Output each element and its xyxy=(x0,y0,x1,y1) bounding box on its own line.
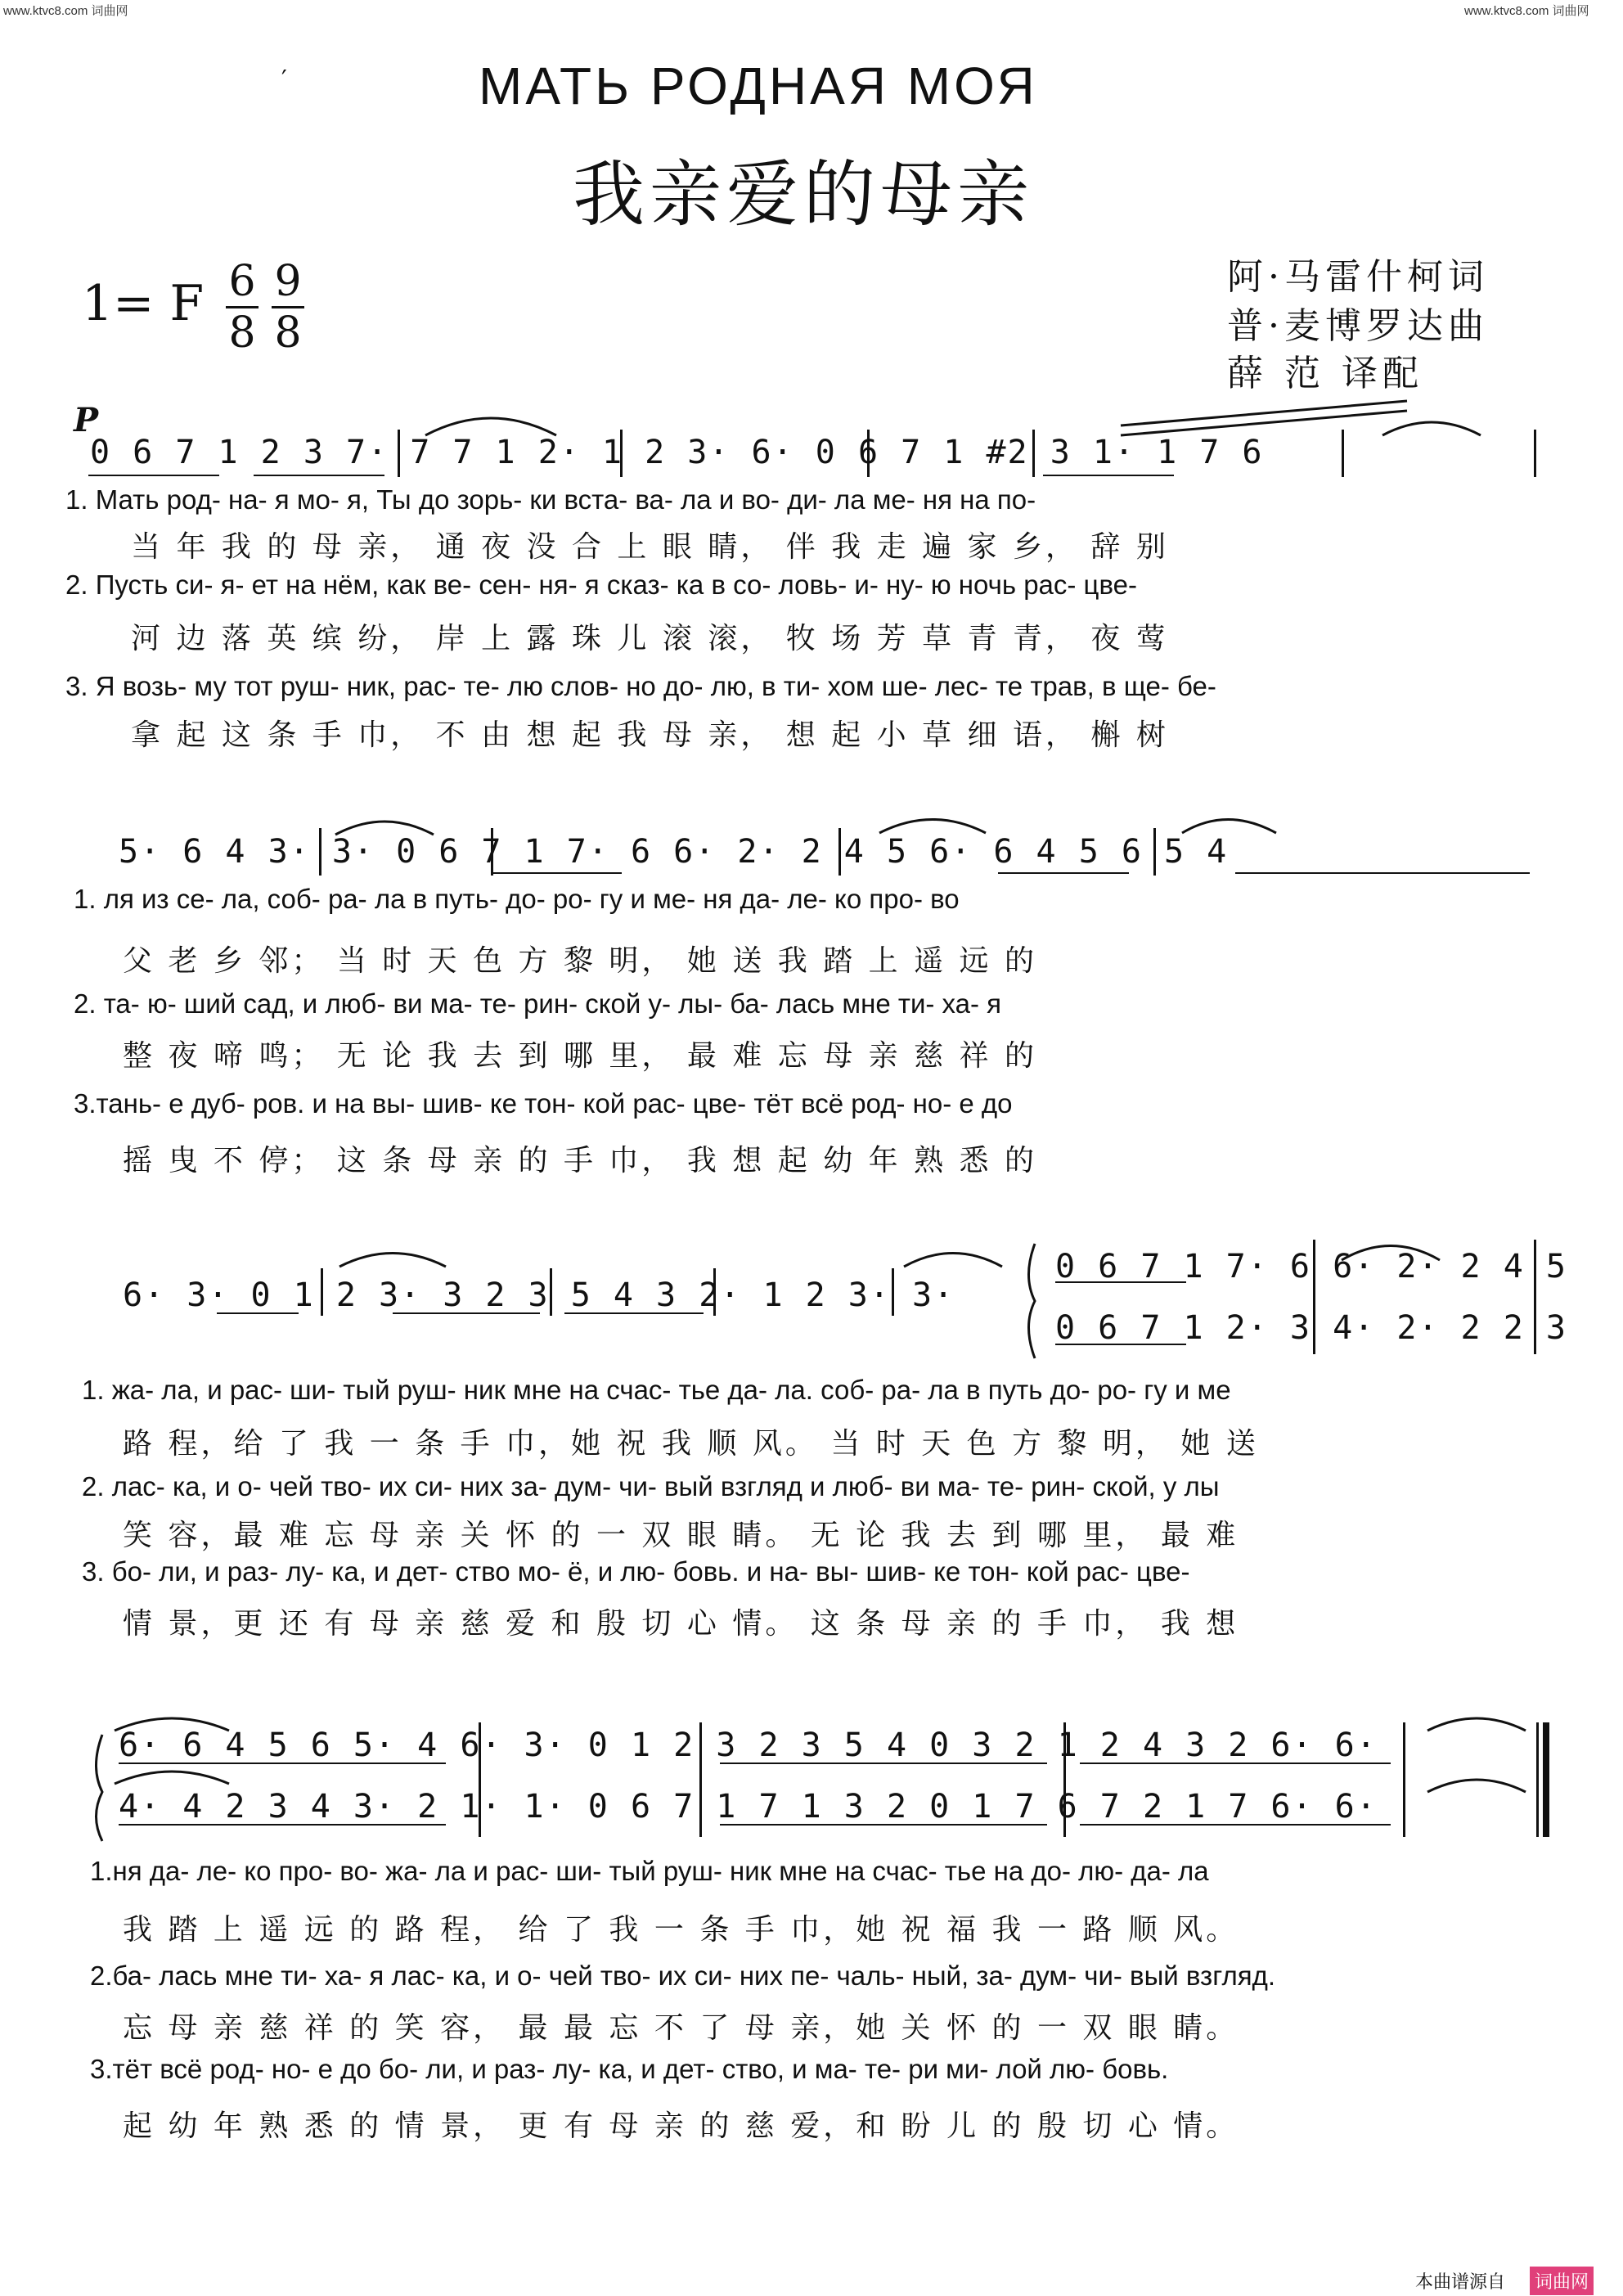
beam xyxy=(119,1824,446,1826)
s2-lyric-ru-1: 1. ля из се- ла, соб- ра- ла в путь- до- ро- гу и ме- ня да- ле- ко про- во xyxy=(74,884,960,914)
credit-translator: 薛 范 译配 xyxy=(1227,353,1423,394)
footer-source: 本曲谱源自 xyxy=(1415,2272,1506,2293)
barline-final-thick xyxy=(1543,1722,1549,1837)
s4-lyric-ru-1: 1.ня да- ле- ко про- во- жа- ла и рас- ши- тый руш- ник мне на счас- тье на до- лю- да- ла xyxy=(90,1856,1209,1886)
beam xyxy=(1235,872,1530,874)
beam xyxy=(88,475,219,476)
footer-site-link[interactable]: 词曲网 xyxy=(1530,2267,1594,2295)
beam xyxy=(564,1312,704,1314)
s1-lyric-zh-1: 当 年 我 的 母 亲， 通 夜 没 合 上 眼 睛， 伴 我 走 遍 家 乡， 辞 别 xyxy=(131,530,1169,564)
s3-lyric-zh-2: 笑 容，最 难 忘 母 亲 关 怀 的 一 双 眼 睛。 无 论 我 去 到 哪 里， 最 难 xyxy=(123,1519,1239,1552)
beam xyxy=(720,1763,1047,1764)
watermark-left[interactable]: www.ktvc8.com 词曲网 xyxy=(3,4,128,18)
stray-mark: ′ xyxy=(281,65,287,94)
barline xyxy=(319,828,321,876)
barline xyxy=(321,1268,323,1316)
key-signature: 1= F xyxy=(82,275,205,332)
barline xyxy=(1313,1240,1315,1354)
s4-lyric-zh-3: 起 幼 年 熟 悉 的 情 景， 更 有 母 亲 的 慈 爱，和 盼 儿 的 殷 切 心 情。 xyxy=(123,2109,1239,2143)
beam xyxy=(1055,1344,1186,1345)
barline xyxy=(620,430,623,477)
barline xyxy=(838,828,841,876)
barline xyxy=(398,430,400,477)
s1-lyric-ru-1: 1. Мать род- на- я мо- я, Ты до зорь- ки вста- ва- ла и во- ди- ла ме- ня на по- xyxy=(65,484,1036,515)
s4-lyric-ru-3: 3.тёт всё род- но- е до бо- ли, и раз- лу- ка, и дет- ство, и ма- те- ри ми- лой лю- бовь. xyxy=(90,2054,1169,2084)
beam xyxy=(119,1763,446,1764)
barline xyxy=(1342,430,1344,477)
s3-lyric-zh-3: 情 景，更 还 有 母 亲 慈 爱 和 殷 切 心 情。 这 条 母 亲 的 手 巾， 我 想 xyxy=(123,1607,1239,1641)
beam xyxy=(491,872,622,874)
credit-lyricist: 阿·马雷什柯词 xyxy=(1227,256,1489,298)
beam xyxy=(1043,475,1174,476)
beam xyxy=(998,872,1129,874)
s2-lyric-ru-3: 3.тань- е дуб- ров. и на вы- шив- ке тон- кой рас- цве- тёт всё род- но- е до xyxy=(74,1088,1013,1119)
barline xyxy=(1534,430,1536,477)
s2-lyric-zh-3: 摇 曳 不 停； 这 条 母 亲 的 手 巾， 我 想 起 幼 年 熟 悉 的 xyxy=(123,1144,1037,1177)
beam xyxy=(1055,1281,1186,1283)
system-1-notes: 0 6 7 1 2 3 7· 7 7 1 2· 1 2 3· 6· 0 6 7 1 #2 3 1· 1 7 6 xyxy=(90,434,1264,471)
s1-lyric-ru-3: 3. Я возь- му тот руш- ник, рас- те- лю слов- но до- лю, в ти- хом ше- лес- те трав, в ще- бе- xyxy=(65,671,1216,701)
s3-lyric-ru-3: 3. бо- ли, и раз- лу- ка, и дет- ство мо- ё, и лю- бовь. и на- вы- шив- ке тон- кой рас- цве- xyxy=(82,1556,1190,1587)
s4-lyric-zh-1: 我 踏 上 遥 远 的 路 程， 给 了 我 一 条 手 巾，她 祝 福 我 一 路 顺 风。 xyxy=(123,1913,1239,1947)
s3-lyric-ru-1: 1. жа- ла, и рас- ши- тый руш- ник мне на счас- тье да- ла. соб- ра- ла в путь до- ро- гу и ме xyxy=(82,1375,1231,1405)
system-3-notes-lower: 0 6 7 1 2· 3 4· 2· 2 2 3 xyxy=(1055,1309,1567,1347)
beam xyxy=(393,1312,540,1314)
s1-lyric-zh-2: 河 边 落 英 缤 纷， 岸 上 露 珠 儿 滚 滚， 牧 场 芳 草 青 青， 夜 莺 xyxy=(131,622,1169,655)
beam xyxy=(1080,1824,1391,1826)
s4-lyric-zh-2: 忘 母 亲 慈 祥 的 笑 容， 最 最 忘 不 了 母 亲，她 关 怀 的 一 双 眼 睛。 xyxy=(123,2011,1239,2045)
beam xyxy=(720,1824,1047,1826)
barline xyxy=(867,430,870,477)
barline-final-thin xyxy=(1536,1722,1539,1837)
beam xyxy=(254,475,384,476)
title-chinese: 我亲爱的母亲 xyxy=(573,152,1035,236)
system-4-notes-lower: 4· 4 2 3 4 3· 2 1· 1· 0 6 7 1 7 1 3 2 0 1 7 6 7 2 1 7 6· 6· xyxy=(119,1788,1378,1826)
dynamic-marking: P xyxy=(74,401,99,439)
barline xyxy=(713,1268,716,1316)
s2-lyric-ru-2: 2. та- ю- ший сад, и люб- ви ма- те- рин- ской у- лы- ба- лась мне ти- ха- я xyxy=(74,988,1002,1019)
system-2-notes: 5· 6 4 3· 3· 0 6 7 1 7· 6 6· 2· 2 4 5 6· 6 4 5 6 5 4 xyxy=(119,833,1229,871)
barline xyxy=(1534,1240,1536,1354)
beam xyxy=(1080,1763,1391,1764)
time-signature-1: 6 8 xyxy=(226,260,259,354)
time-signature-2: 9 8 xyxy=(272,260,304,354)
barline xyxy=(1403,1722,1405,1837)
barline xyxy=(1153,828,1156,876)
s3-lyric-ru-2: 2. лас- ка, и о- чей тво- их си- них за- дум- чи- вый взгляд и люб- ви ма- те- рин- ской, у лы xyxy=(82,1471,1220,1501)
barline xyxy=(550,1268,552,1316)
s1-lyric-zh-3: 拿 起 这 条 手 巾， 不 由 想 起 我 母 亲， 想 起 小 草 细 语， 槲 树 xyxy=(131,718,1169,752)
barline xyxy=(1032,430,1035,477)
barline xyxy=(1063,1722,1066,1837)
barline xyxy=(892,1268,894,1316)
system-4-notes-upper: 6· 6 4 5 6 5· 4 6· 3· 0 1 2 3 2 3 5 4 0 3 2 1 2 4 3 2 6· 6· xyxy=(119,1727,1378,1764)
barline xyxy=(479,1722,481,1837)
barline xyxy=(699,1722,702,1837)
title-russian: МАТЬ РОДНАЯ МОЯ xyxy=(479,56,1038,115)
s1-lyric-ru-2: 2. Пусть си- я- ет на нём, как ве- сен- ня- я сказ- ка в со- ловь- и- ну- ю ночь рас- цве- xyxy=(65,569,1137,600)
credit-composer: 普·麦博罗达曲 xyxy=(1227,305,1489,347)
barline xyxy=(491,828,493,876)
watermark-right[interactable]: www.ktvc8.com 词曲网 xyxy=(1464,4,1589,18)
s3-lyric-zh-1: 路 程，给 了 我 一 条 手 巾，她 祝 我 顺 风。 当 时 天 色 方 黎 明， 她 送 xyxy=(123,1427,1259,1461)
s2-lyric-zh-2: 整 夜 啼 鸣； 无 论 我 去 到 哪 里， 最 难 忘 母 亲 慈 祥 的 xyxy=(123,1039,1037,1073)
s2-lyric-zh-1: 父 老 乡 邻； 当 时 天 色 方 黎 明， 她 送 我 踏 上 遥 远 的 xyxy=(123,944,1037,978)
system-3-notes-upper: 0 6 7 1 7· 6 6· 2· 2 4 5 xyxy=(1055,1248,1567,1285)
system-3-notes: 6· 3· 0 1 2 3· 3 2 3 5 4 3 2· 1 2 3· 3· xyxy=(123,1276,955,1314)
beam xyxy=(217,1312,299,1314)
s4-lyric-ru-2: 2.ба- лась мне ти- ха- я лас- ка, и о- чей тво- их си- них пе- чаль- ный, за- дум- чи- вый взгляд. xyxy=(90,1961,1276,1991)
